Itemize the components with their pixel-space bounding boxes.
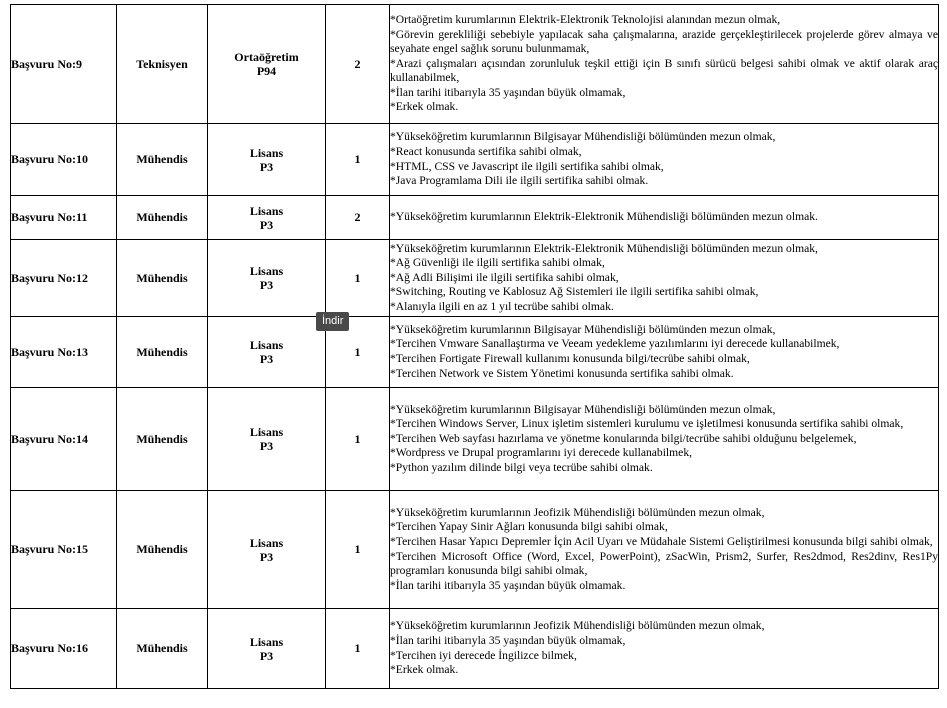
requirement-item: *Switching, Routing ve Kablosuz Ağ Sistemleri ile ilgili sertifika sahibi olmak,	[390, 285, 759, 299]
application-number: Başvuru No:11	[11, 196, 117, 240]
requirements-cell	[390, 124, 939, 196]
requirement-item: *Yükseköğretim kurumlarının Bilgisayar Mühendisliği bölümünden mezun olmak,	[390, 322, 776, 336]
position-count: 1	[326, 609, 390, 689]
application-number: Başvuru No:9	[11, 5, 117, 124]
download-tooltip: İndir	[316, 312, 349, 331]
requirement-item: *Yükseköğretim kurumlarının Bilgisayar Mühendisliği bölümünden mezun olmak,	[390, 130, 776, 144]
requirement-item: *Tercihen Web sayfası hazırlama ve yönetme konularında bilgi/tecrübe sahibi olduğunu belgelemek,	[390, 431, 857, 445]
education-level: Ortaöğretim	[234, 50, 299, 64]
requirement-item: *Yükseköğretim kurumlarının Elektrik-Elektronik Mühendisliği bölümünden mezun olmak.	[390, 210, 818, 224]
education-level-cell	[208, 240, 326, 317]
application-number: Başvuru No:13	[11, 317, 117, 388]
education-level: Lisans	[249, 203, 284, 218]
requirement-item: *Tercihen Windows Server, Linux işletim sistemleri kurulumu ve işletilmesi konusunda sertifika sahibi olmak,	[390, 417, 904, 431]
position-code: P3	[259, 648, 274, 663]
requirement-item: *Tercihen Hasar Yapıcı Depremler İçin Acil Uyarı ve Müdahale Sistemi Geliştirilmesi konusunda bilgi sahibi olmak,	[390, 534, 933, 548]
requirement-item: *Ağ Adli Bilişimi ile ilgili sertifika sahibi olmak,	[390, 270, 619, 284]
application-number: Başvuru No:14	[11, 388, 117, 491]
education-level-cell	[208, 5, 326, 124]
requirements-cell	[390, 240, 939, 317]
requirement-item: *Arazi çalışmaları açısından zorunluluk teşkil ettiği için B sınıfı sürücü belgesi sahibi olmak ve aktif olarak araç kullanabilmek,	[390, 56, 938, 85]
education-level-cell	[208, 388, 326, 491]
requirement-item: *Java Programlama Dili ile ilgili sertifika sahibi olmak.	[390, 174, 649, 188]
requirement-item: *Yükseköğretim kurumlarının Elektrik-Elektronik Mühendisliği bölümünden mezun olmak,	[390, 241, 818, 255]
education-level-cell	[208, 124, 326, 196]
position-code: P3	[259, 439, 274, 453]
position-code: P94	[256, 64, 277, 78]
requirement-item: *Yükseköğretim kurumlarının Bilgisayar Mühendisliği bölümünden mezun olmak,	[390, 402, 776, 416]
requirement-item: *Tercihen Yapay Sinir Ağları konusunda bilgi sahibi olmak,	[390, 520, 668, 534]
requirement-item: *Alanıyla ilgili en az 1 yıl tecrübe sahibi olmak.	[390, 299, 614, 313]
requirement-item: *Wordpress ve Drupal programlarını iyi derecede kullanabilmek,	[390, 446, 693, 460]
position-code: P3	[259, 217, 274, 232]
position-code: P3	[259, 352, 274, 366]
requirement-item: *İlan tarihi itibarıyla 35 yaşından büyük olmamak.	[390, 578, 626, 592]
education-level: Lisans	[249, 145, 284, 160]
requirement-item: *Ortaöğretim kurumlarının Elektrik-Elektronik Teknolojisi alanından mezun olmak,	[390, 12, 781, 26]
position-count: 2	[326, 5, 390, 124]
requirement-item: *Tercihen Network ve Sistem Yönetimi konusunda sertifika sahibi olmak.	[390, 366, 734, 380]
requirements-cell	[390, 317, 939, 388]
position-code: P3	[259, 159, 274, 174]
table-row	[11, 491, 939, 609]
requirement-item: *Yükseköğretim kurumlarının Jeofizik Mühendisliği bölümünden mezun olmak,	[390, 505, 765, 519]
position-code: P3	[259, 278, 274, 292]
requirement-item: *İlan tarihi itibarıyla 35 yaşından büyük olmamak,	[390, 633, 626, 647]
application-number: Başvuru No:12	[11, 240, 117, 317]
table-row	[11, 388, 939, 491]
table-row	[11, 317, 939, 388]
position-title: Mühendis	[117, 240, 208, 317]
application-number: Başvuru No:16	[11, 609, 117, 689]
requirement-item: *HTML, CSS ve Javascript ile ilgili sertifika sahibi olmak,	[390, 159, 664, 173]
requirement-item: *Tercihen Microsoft Office (Word, Excel, PowerPoint), zSacWin, Prism2, Surfer, Res2dmod, Res2dinv, Res1Py programları konusunda bilgi sahibi olmak,	[390, 549, 938, 578]
requirement-item: *React konusunda sertifika sahibi olmak,	[390, 144, 582, 158]
requirements-cell	[390, 196, 939, 240]
position-title: Mühendis	[117, 491, 208, 609]
education-level: Lisans	[249, 264, 284, 278]
table-row	[11, 124, 939, 196]
education-level: Lisans	[249, 425, 284, 439]
education-level-cell	[208, 491, 326, 609]
requirement-item: *Görevin gerekliliği sebebiyle yapılacak saha çalışmalarına, arazide gerçekleştirilecek projelerde görev almaya ve seyahate engel sağlık sorunu bulunmamak,	[390, 27, 938, 56]
position-count: 1	[326, 240, 390, 317]
position-count: 2	[326, 196, 390, 240]
position-count: 1	[326, 317, 390, 388]
position-title: Mühendis	[117, 196, 208, 240]
table-row	[11, 196, 939, 240]
position-count: 1	[326, 491, 390, 609]
requirement-item: *Erkek olmak.	[390, 100, 459, 114]
table-row	[11, 5, 939, 124]
education-level: Lisans	[249, 535, 284, 550]
requirement-item: *Erkek olmak.	[390, 663, 459, 677]
table-row	[11, 609, 939, 689]
education-level: Lisans	[249, 634, 284, 649]
education-level-cell	[208, 609, 326, 689]
position-title: Mühendis	[117, 317, 208, 388]
position-count: 1	[326, 388, 390, 491]
requirements-table-body	[11, 5, 939, 689]
requirements-cell	[390, 609, 939, 689]
requirement-item: *Tercihen Vmware Sanallaştırma ve Veeam yedekleme yazılımlarını iyi derecede kullanabilmek,	[390, 337, 840, 351]
requirement-item: *Yükseköğretim kurumlarının Jeofizik Mühendisliği bölümünden mezun olmak,	[390, 619, 765, 633]
requirement-item: *İlan tarihi itibarıyla 35 yaşından büyük olmamak,	[390, 85, 626, 99]
position-code: P3	[259, 549, 274, 564]
application-number: Başvuru No:15	[11, 491, 117, 609]
table-row	[11, 240, 939, 317]
application-number: Başvuru No:10	[11, 124, 117, 196]
requirement-item: *Tercihen Fortigate Firewall kullanımı konusunda bilgi/tecrübe sahibi olmak,	[390, 352, 750, 365]
position-title: Teknisyen	[117, 5, 208, 124]
requirements-cell	[390, 5, 939, 124]
education-level-cell	[208, 196, 326, 240]
requirements-cell	[390, 491, 939, 609]
requirements-cell	[390, 388, 939, 491]
position-title: Mühendis	[117, 388, 208, 491]
requirement-item: *Tercihen iyi derecede İngilizce bilmek,	[390, 648, 577, 662]
requirement-item: *Python yazılım dilinde bilgi veya tecrübe sahibi olmak.	[390, 460, 653, 474]
requirements-table	[10, 4, 939, 689]
position-title: Mühendis	[117, 609, 208, 689]
position-count: 1	[326, 124, 390, 196]
education-level-cell	[208, 317, 326, 388]
requirement-item: *Ağ Güvenliği ile ilgili sertifika sahibi olmak,	[390, 256, 605, 270]
position-title: Mühendis	[117, 124, 208, 196]
education-level: Lisans	[249, 338, 284, 352]
